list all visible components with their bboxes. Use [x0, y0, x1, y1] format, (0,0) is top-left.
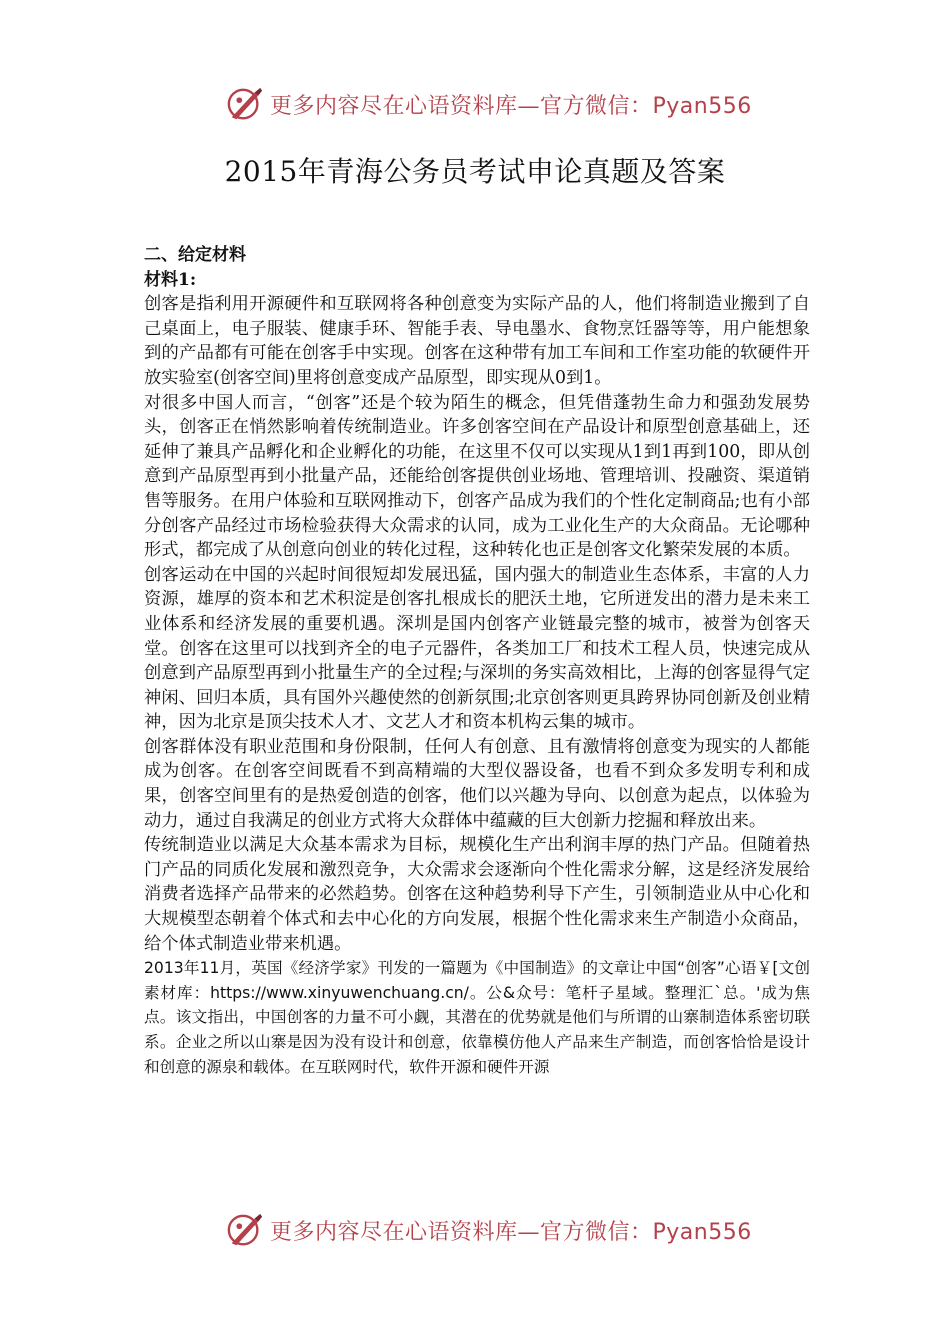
footer-banner — [226, 1208, 752, 1252]
section-heading: 二、给定材料 — [144, 245, 246, 265]
banner-text — [270, 1215, 752, 1246]
pen-logo-icon — [226, 1211, 264, 1249]
header-banner — [226, 82, 752, 126]
banner-slogan: 更多内容尽在心语资料库—官方微信： — [270, 93, 653, 119]
banner-wechat-id: Pyan556 — [652, 93, 752, 119]
document-title: 2015年青海公务员考试申论真题及答案 — [224, 155, 726, 188]
banner-wechat-id: Pyan556 — [652, 1219, 752, 1245]
banner-text — [270, 89, 752, 120]
document-body — [144, 243, 810, 1079]
paragraph-4: 创客群体没有职业范围和身份限制，任何人有创意、且有激情将创意变为现实的人都能成为创客。在创客空间既看不到高精端的大型仪器设备，也看不到众多发明专利和成果，创客空间里有的是热爱创造的创客，他们以兴趣为导向、以创意为起点，以体验为动力，通过自我满足的创业方式将大众群体中蕴藏的巨大创新力挖掘和释放出来。 — [144, 736, 810, 831]
material-heading: 材料1: — [144, 269, 197, 290]
paragraph-1: 创客是指利用开源硬件和互联网将各种创意变为实际产品的人，他们将制造业搬到了自己桌面上，电子服装、健康手环、智能手表、导电墨水、食物烹饪器等等，用户能想象到的产品都有可能在创客手中实现。创客在这种带有加工车间和工作室功能的软硬件开放实验室(创客空间)里将创意变成产品原型，即实现从0到1。 — [144, 294, 810, 388]
paragraph-6: 2013年11月，英国《经济学家》刊发的一篇题为《中国制造》的文章让中国“创客”心语￥[文创素材库：https://www.xinyuwenchuang.cn/。公&众号：笔杆子星域。整理汇`总。'成为焦点。该文指出，中国创客的力量不可小觑，其潜在的优势就是他们与所谓的山寨制造体系密切联系。企业之所以山寨是因为没有设计和创意，依靠模仿他人产品来生产制造，而创客恰恰是设计和创意的源泉和载体。在互联网时代，软件开源和硬件开源 — [144, 959, 810, 1076]
paragraph-5: 传统制造业以满足大众基本需求为目标，规模化生产出利润丰厚的热门产品。但随着热门产品的同质化发展和激烈竞争，大众需求会逐渐向个性化需求分解，这是经济发展给消费者选择产品带来的必然趋势。创客在这种趋势利导下产生，引领制造业从中心化和大规模型态朝着个体式和去中心化的方向发展，根据个性化需求来生产制造小众商品，给个体式制造业带来机遇。 — [144, 835, 810, 954]
banner-slogan: 更多内容尽在心语资料库—官方微信： — [270, 1219, 653, 1245]
paragraph-3: 创客运动在中国的兴起时间很短却发展迅猛，国内强大的制造业生态体系，丰富的人力资源，雄厚的资本和艺术积淀是创客扎根成长的肥沃土地，它所迸发出的潜力是未来工业体系和经济发展的重要机遇。深圳是国内创客产业链最完整的城市，被誉为创客天堂。创客在这里可以找到齐全的电子元器件，各类加工厂和技术工程人员，快速完成从创意到产品原型再到小批量生产的全过程;与深圳的务实高效相比，上海的创客显得气定神闲、回归本质，具有国外兴趣使然的创新氛围;北京创客则更具跨界协同创新及创业精神，因为北京是顶尖技术人才、文艺人才和资本机构云集的城市。 — [144, 564, 810, 733]
pen-logo-icon — [226, 85, 264, 123]
paragraph-2: 对很多中国人而言，“创客”还是个较为陌生的概念，但凭借蓬勃生命力和强劲发展势头，创客正在悄然影响着传统制造业。许多创客空间在产品设计和原型创意基础上，还延伸了兼具产品孵化和企业孵化的功能，在这里不仅可以实现从1到1再到100，即从创意到产品原型再到小批量产品，还能给创客提供创业场地、管理培训、投融资、渠道销售等服务。在用户体验和互联网推动下，创客产品成为我们的个性化定制商品;也有小部分创客产品经过市场检验获得大众需求的认同，成为工业化生产的大众商品。无论哪种形式，都完成了从创意向创业的转化过程，这种转化也正是创客文化繁荣发展的本质。 — [144, 392, 810, 561]
